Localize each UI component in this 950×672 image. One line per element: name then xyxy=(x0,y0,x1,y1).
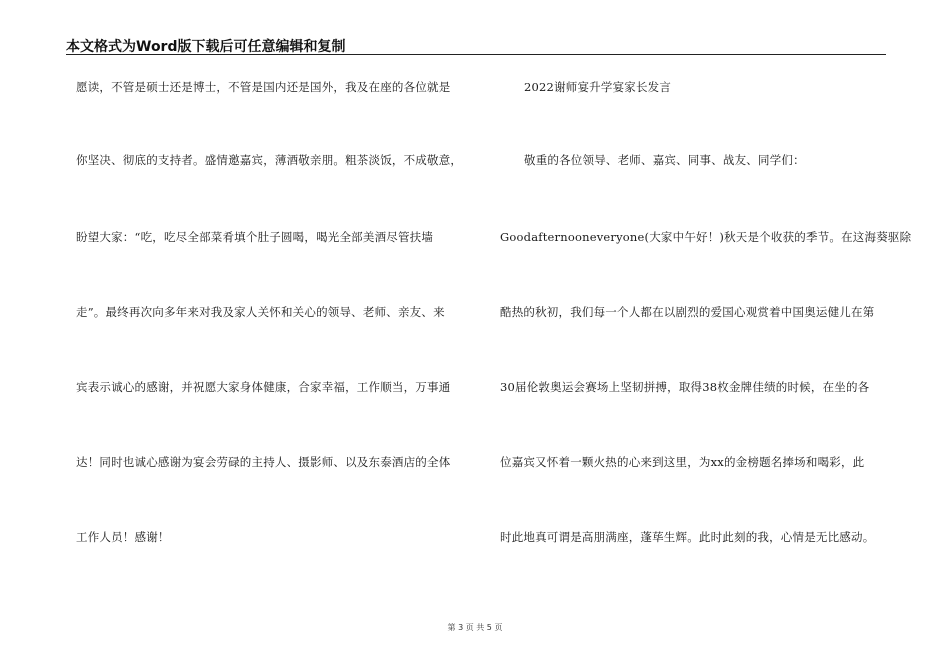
text-line: 宾表示诚心的感谢，并祝愿大家身体健康，合家幸福，工作顺当，万事通 xyxy=(76,380,451,394)
header-title: 本文格式为Word版下载后可任意编辑和复制 xyxy=(66,39,346,55)
speech-title: 2022谢师宴升学宴家长发言 xyxy=(524,80,672,94)
salutation-line: 敬重的各位领导、老师、嘉宾、同事、战友、同学们： xyxy=(524,153,805,167)
text-line: 你坚决、彻底的支持者。盛情邀嘉宾，薄酒敬亲朋。粗茶淡饭，不成敬意， xyxy=(76,153,463,167)
text-line: 盼望大家：“吃，吃尽全部菜肴填个肚子圆喝，喝光全部美酒尽管扶墙 xyxy=(76,230,434,244)
text-line: 愿读，不管是硕士还是博士，不管是国内还是国外，我及在座的各位就是 xyxy=(76,80,451,94)
text-line: 工作人员！感谢！ xyxy=(76,530,170,544)
text-line: 时此地真可谓是高朋满座，蓬荜生辉。此时此刻的我，心情是无比感动。 xyxy=(500,530,875,544)
text-line: Goodafternooneveryone(大家中午好！)秋天是个收获的季节。在这海葵驱除 xyxy=(500,230,912,244)
document-header xyxy=(66,28,886,55)
text-line: 达！同时也诚心感谢为宴会劳碌的主持人、摄影师、以及东泰酒店的全体 xyxy=(76,455,451,469)
text-line: 走”。最终再次向多年来对我及家人关怀和关心的领导、老师、亲友、来 xyxy=(76,305,445,319)
text-line: 位嘉宾又怀着一颗火热的心来到这里，为xx的金榜题名捧场和喝彩，此 xyxy=(500,455,865,469)
page-number: 第 3 页 共 5 页 xyxy=(447,623,503,632)
text-line: 30届伦敦奥运会赛场上坚韧拼搏，取得38枚金牌佳绩的时候，在坐的各 xyxy=(500,380,870,394)
text-line: 酷热的秋初，我们每一个人都在以剧烈的爱国心观赏着中国奥运健儿在第 xyxy=(500,305,875,319)
